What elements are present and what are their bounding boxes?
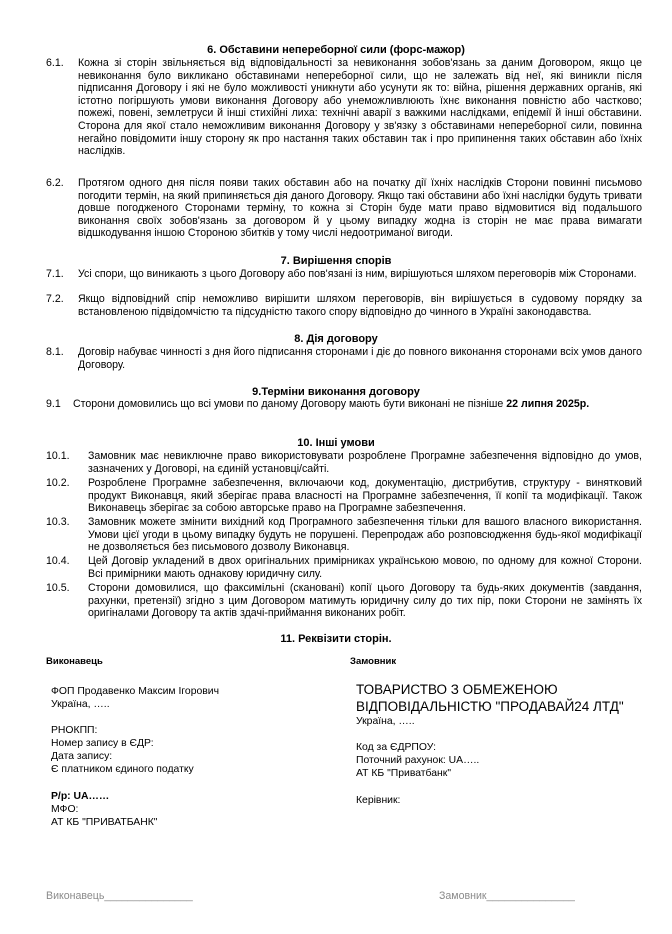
customer-signature-line: Замовник_______________	[439, 890, 575, 902]
clause-number: 10.2.	[46, 477, 70, 489]
customer-edrpou: Код за ЄДРПОУ:	[356, 742, 436, 753]
clause-number: 7.1.	[46, 268, 64, 280]
clause-text: Цей Договір укладений в двох оригінальних примірниках українською мовою, по одному для кожної Сторони. Всі примірники мають однакову юридичну силу.	[88, 555, 642, 580]
customer-country: Україна, …..	[356, 716, 415, 727]
executor-rnokpp: РНОКПП:	[51, 725, 98, 736]
clause-number: 7.2.	[46, 293, 64, 305]
executor-tax-status: Є платником єдиного податку	[51, 764, 194, 775]
executor-country: Україна, …..	[51, 699, 110, 710]
clause-text: Усі спори, що виникають з цього Договору або пов'язані із ним, вирішуються шляхом переговорів між Сторонами.	[78, 268, 637, 280]
customer-account: Поточний рахунок: UA…..	[356, 755, 480, 766]
executor-signature-line: Виконавець_______________	[46, 890, 193, 902]
clause-text: Протягом одного дня після появи таких обставин або на початку дії їхніх наслідків Сторони повинні письмово погодити термін, на який припиняється дія даного Договору. Якщо такі обставини або їхні наслідки будуть тривати довше погодженого Сторонами терміну, то кожна зі Сторін буде мати право відмовитися від подальшого виконання своїх зобов'язань за договором й у цьому випадку жодна із сторін не має права вимагати відшкодування іншою Стороною збитків у тому числі недоотриманої вигоди.	[78, 177, 642, 240]
section-6-title: 6. Обставини непереборної сили (форс-мажор)	[207, 44, 465, 56]
customer-heading: Замовник	[350, 656, 397, 667]
clause-number: 6.1.	[46, 57, 64, 69]
clause-number: 9.1	[46, 398, 61, 410]
clause-text: Кожна зі сторін звільняється від відповідальності за невиконання зобов'язань за даним Договором, якщо це невиконання було викликано обставинами непереборної сили, що не залежать від неї, які виникли після підписання Договору і які не було можливості уникнути або усунути як то: війна, рішення державних органів, які істотно погіршують умови виконання Договору або унеможливлюють їхнє виконання повністю або частково; пожежі, повені, землетруси й інші стихійні лиха: технічні аварії з важкими наслідками, епідемії й інші обставини. Сторона для якої стало неможливим виконання Договору у зв'язку з обставинами непереборної сили, повинна негайно повідомити іншу сторону як про настання таких обставин так і про припинення таких обставин або їхніх наслідків.	[78, 57, 642, 158]
customer-name-line1: ТОВАРИСТВО З ОБМЕЖЕНОЮ	[356, 682, 558, 697]
executor-bank: АТ КБ "ПРИВАТБАНК"	[51, 817, 158, 828]
customer-name-line2: ВІДПОВІДАЛЬНІСТЮ "ПРОДАВАЙ24 ЛТД"	[356, 699, 624, 714]
clause-text: Договір набуває чинності з дня його підписання сторонами і діє до повного виконання сторонами всіх умов даного Договору.	[78, 346, 642, 371]
clause-text: Розроблене Програмне забезпечення, включаючи код, документацію, дистрибутив, структуру - винятковий продукт Виконавця, який зберігає права власності на Програмне забезпечення, її копії та модифікації. Також Виконавець зберігає за собою авторське право на Програмне забезпечення.	[88, 477, 642, 515]
section-10-title: 10. Інші умови	[297, 437, 375, 449]
clause-number: 6.2.	[46, 177, 64, 189]
executor-edr: Номер запису в ЄДР:	[51, 738, 154, 749]
clause-number: 8.1.	[46, 346, 64, 358]
clause-text: Сторони домовились що всі умови по даному Договору мають бути виконані не пізніше	[73, 398, 504, 410]
clause-number: 10.4.	[46, 555, 70, 567]
executor-name: ФОП Продавенко Максим Ігорович	[51, 686, 219, 697]
clause-number: 10.3.	[46, 516, 70, 528]
clause-number: 10.5.	[46, 582, 70, 594]
customer-director: Керівник:	[356, 795, 401, 806]
executor-heading: Виконавець	[46, 656, 103, 667]
clause-text: Сторони домовилися, що факсимільні (скановані) копії цього Договору та будь-яких документів (завдання, рахунки, претензії) згідно з цим Договором матимуть юридичну силу до тих пір, поки Сторони не замінять їх оригіналами Договору та актів здачі-приймання виконаних робіт.	[88, 582, 642, 620]
clause-text: Замовник можете змінити вихідний код Програмного забезпечення тільки для вашого власного використання. Умови цієї угоди в цьому випадку будуть не порушені. Перепродаж або розповсюдження будь-якої модифікації не дозволяється без письмового дозволу Виконавця.	[88, 516, 642, 554]
executor-account: Р/р: UA……	[51, 791, 110, 802]
section-7-title: 7. Вирішення спорів	[280, 255, 392, 267]
clause-number: 10.1.	[46, 450, 70, 462]
section-9-title: 9.Терміни виконання договору	[252, 386, 420, 398]
clause-text: Замовник має невиключне право використовувати розроблене Програмне забезпечення відповідно до умов, зазначених у Договорі, на єдиній установці/сайті.	[88, 450, 642, 475]
clause-text: Якщо відповідний спір неможливо вирішити шляхом переговорів, він вирішується в судовому порядку за встановленою підвідомчістю та підсудністю такого спору відповідно до чинного в Україні законодавства.	[78, 293, 642, 318]
deadline-date: 22 липня 2025р.	[506, 398, 590, 410]
executor-edr-date: Дата запису:	[51, 751, 113, 762]
section-11-title: 11. Реквізити сторін.	[280, 633, 392, 645]
executor-mfo: МФО:	[51, 804, 79, 815]
customer-bank: АТ КБ "Приватбанк"	[356, 768, 452, 779]
section-8-title: 8. Дія договору	[294, 333, 378, 345]
